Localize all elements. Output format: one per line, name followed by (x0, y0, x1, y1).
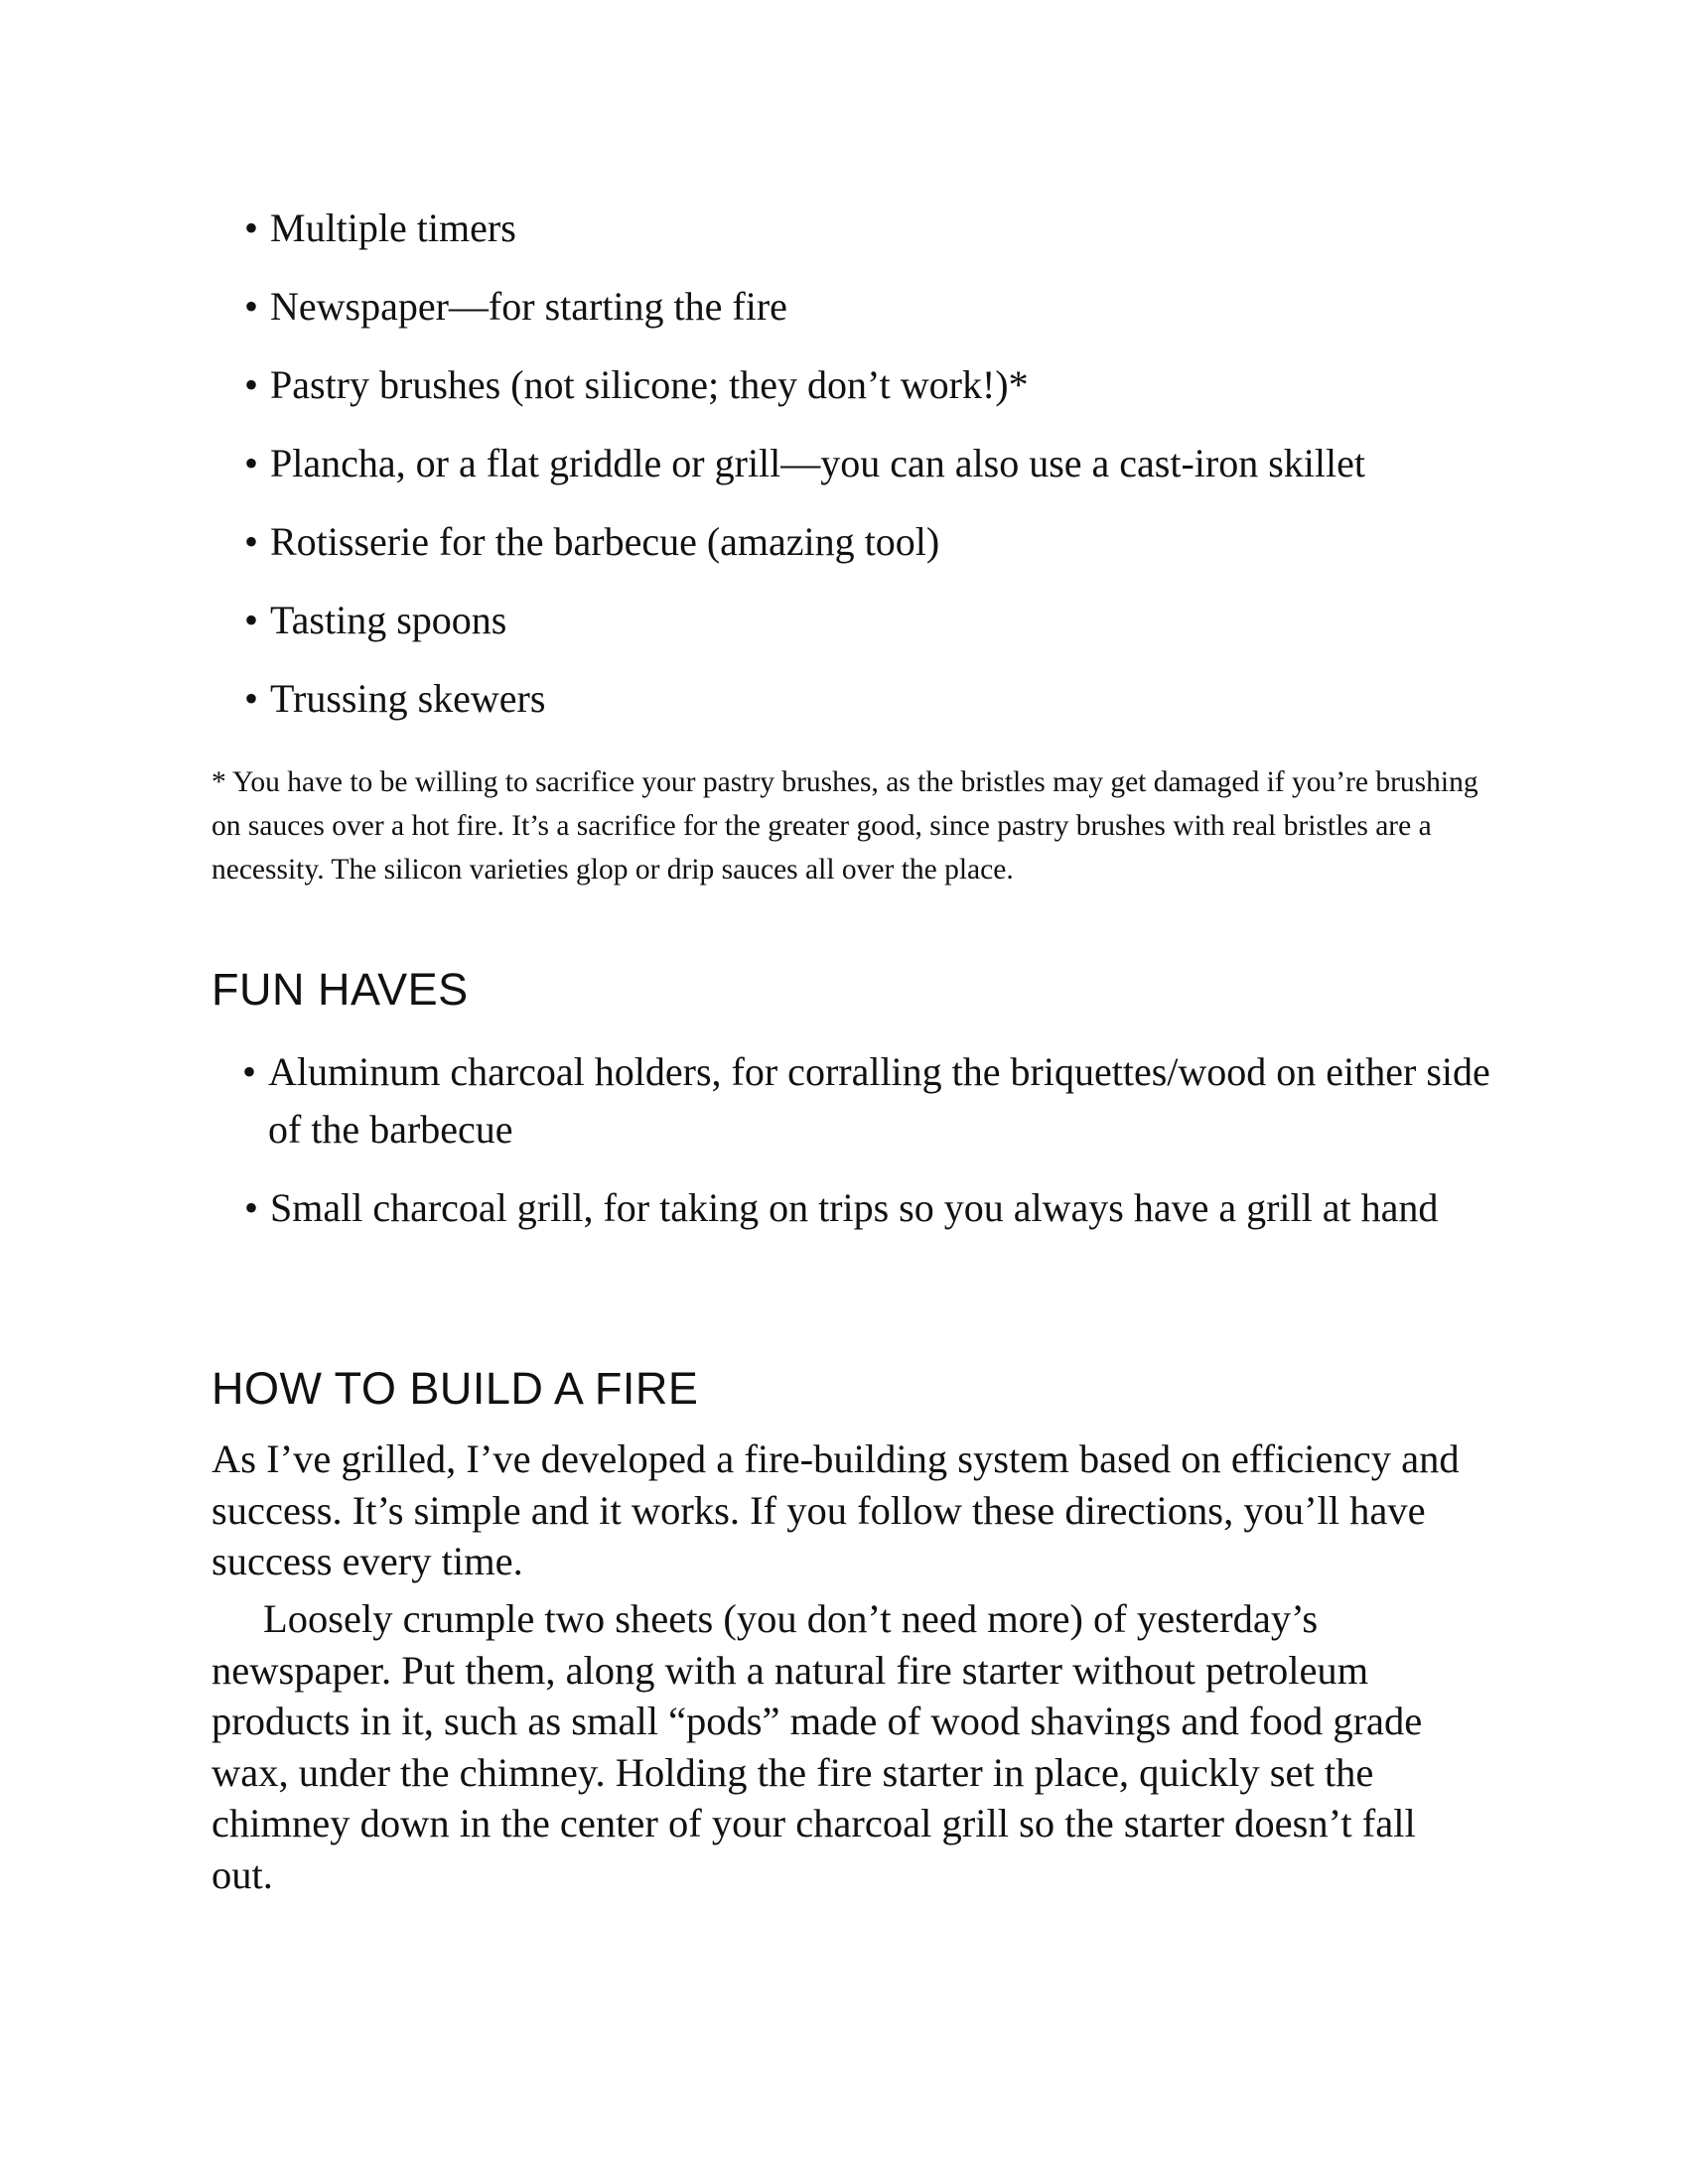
bullet-marker: • (244, 441, 259, 485)
body-paragraph: Loosely crumple two sheets (you don’t need more) of yesterday’s newspaper. Put them, along with a natural fire starter without petroleum products in it, such as small “pods” made of wood shavings and food grade wax, under the chimney. Holding the fire starter in place, quickly set the chimney down in the center of your charcoal grill so the starter doesn’t fall out. (211, 1596, 1423, 1897)
list-item-text: Tasting spoons (270, 598, 507, 642)
list-item (244, 356, 1511, 414)
bullet-marker: • (244, 284, 259, 329)
bullet-marker: • (244, 362, 259, 407)
bullet-marker: • (244, 205, 259, 250)
list-item-text: Plancha, or a flat griddle or grill—you can also use a cast-iron skillet (270, 441, 1366, 485)
list-item-text: Pastry brushes (not silicone; they don’t work!)* (270, 362, 1029, 407)
bullet-marker: • (244, 1185, 259, 1230)
bullet-marker: • (244, 519, 259, 564)
bullet-marker: • (242, 1049, 257, 1094)
body-paragraph: As I’ve grilled, I’ve developed a fire-building system based on efficiency and success. It’s simple and it works. If you follow these directions, you’ll have success every time. (211, 1436, 1460, 1583)
list-item (244, 513, 1511, 571)
list-item-text: Aluminum charcoal holders, for corralling the briquettes/wood on either side of the barbecue (268, 1049, 1490, 1152)
list-item (244, 435, 1511, 492)
section-heading-build-fire: HOW TO BUILD A FIRE (211, 1363, 699, 1414)
list-item (244, 670, 1511, 728)
list-item (244, 1179, 1462, 1237)
list-item (244, 200, 1511, 257)
list-item (244, 278, 1511, 336)
list-item-text: Small charcoal grill, for taking on trips so you always have a grill at hand (270, 1185, 1439, 1230)
list-item-text: Trussing skewers (270, 676, 546, 721)
list-item-text: Rotisserie for the barbecue (amazing tool) (270, 519, 940, 564)
bullet-marker: • (244, 676, 259, 721)
list-item (244, 592, 1511, 649)
list-item-text: Multiple timers (270, 205, 516, 250)
footnote: * You have to be willing to sacrifice your pastry brushes, as the bristles may get damaged if you’re brushing on sauces over a hot fire. It’s a sacrifice for the greater good, since pastry brushes with real bristles are a necessity. The silicon varieties glop or drip sauces all over the place. (211, 766, 1478, 886)
list-item (242, 1043, 1499, 1159)
list-item-text: Newspaper—for starting the fire (270, 284, 787, 329)
section-heading-fun-haves: FUN HAVES (211, 964, 469, 1015)
bullet-marker: • (244, 598, 259, 642)
